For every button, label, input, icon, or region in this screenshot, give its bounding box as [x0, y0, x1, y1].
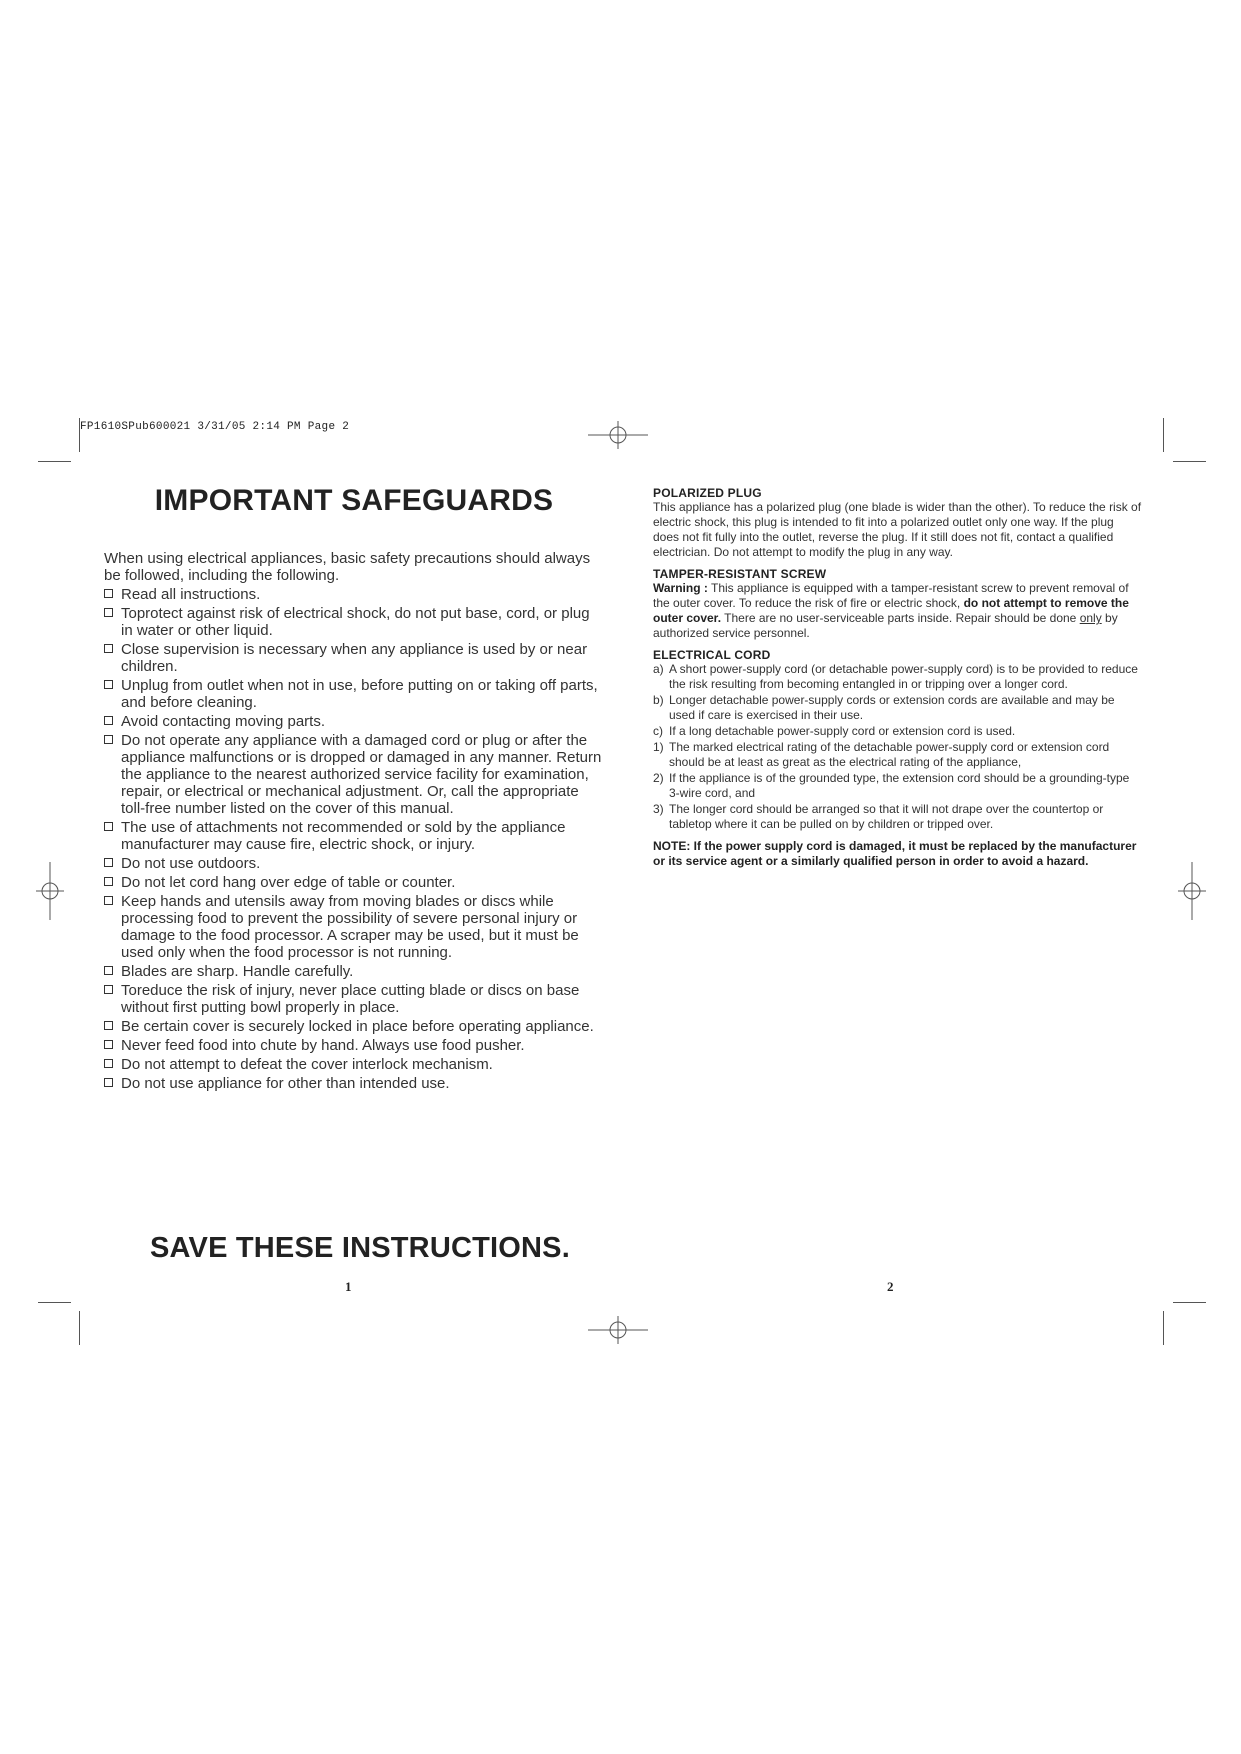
cord-item-label: 2): [653, 771, 664, 785]
cord-item-text: The marked electrical rating of the detachable power-supply cord or extension cord should be at least as great as the electrical rating of the appliance,: [669, 740, 1110, 769]
safeguard-item-text: Do not let cord hang over edge of table or counter.: [121, 874, 456, 891]
safeguard-item: [104, 1037, 604, 1054]
checkbox-square-icon: [104, 822, 113, 831]
cord-item-label: a): [653, 662, 664, 676]
safeguard-item-text: Be certain cover is securely locked in place before operating appliance.: [121, 1018, 594, 1035]
crop-mark-bottom-right-v: [1163, 1311, 1164, 1345]
left-page: [104, 484, 604, 1094]
cord-item-text: Longer detachable power-supply cords or extension cords are available and may be used if care is exercised in their use.: [669, 693, 1115, 722]
checkbox-square-icon: [104, 1078, 113, 1087]
safeguard-item: [104, 732, 604, 817]
safeguard-item: [104, 874, 604, 891]
safeguard-item-text: Keep hands and utensils away from moving blades or discs while processing food to prevent the possibility of severe personal injury or damage to the food processor. A scraper may be used, but it must be used only when the food processor is not running.: [121, 893, 579, 961]
registration-mark-left-icon: [36, 862, 64, 920]
crop-mark-bottom-left-h: [38, 1302, 71, 1303]
electrical-cord-list: [653, 662, 1143, 832]
registration-mark-right-icon: [1178, 862, 1206, 920]
safeguard-item: [104, 855, 604, 872]
safeguard-item-text: Never feed food into chute by hand. Always use food pusher.: [121, 1037, 525, 1054]
page-number-right: 2: [887, 1279, 894, 1294]
tamper-text-3: by authorized service personnel.: [653, 611, 1118, 640]
safeguard-item-text: Toprotect against risk of electrical shock, do not put base, cord, or plug in water or other liquid.: [121, 605, 590, 639]
registration-mark-bottom-icon: [588, 1316, 648, 1344]
checkbox-square-icon: [104, 716, 113, 725]
slug-line: FP1610SPub600021 3/31/05 2:14 PM Page 2: [80, 421, 350, 433]
cord-item-text: A short power-supply cord (or detachable power-supply cord) is to be provided to reduce the risk resulting from becoming entangled in or tripping over a longer cord.: [669, 662, 1138, 691]
checkbox-square-icon: [104, 589, 113, 598]
tamper-screw-heading: TAMPER-RESISTANT SCREW: [653, 567, 827, 581]
safeguard-item: [104, 713, 604, 730]
checkbox-square-icon: [104, 1040, 113, 1049]
safeguard-item: [104, 586, 604, 603]
safeguard-item-text: Toreduce the risk of injury, never place cutting blade or discs on base without first putting bowl properly in place.: [121, 982, 580, 1016]
right-page: [653, 486, 1143, 869]
tamper-bold-text: do not attempt to remove the outer cover.: [653, 596, 1129, 625]
crop-mark-top-left-v: [79, 418, 80, 452]
checkbox-square-icon: [104, 644, 113, 653]
checkbox-square-icon: [104, 1021, 113, 1030]
safeguard-item-text: Blades are sharp. Handle carefully.: [121, 963, 354, 980]
safeguard-item: [104, 819, 604, 853]
cord-item: [653, 662, 1143, 692]
safeguard-item: [104, 641, 604, 675]
safeguard-item: [104, 1056, 604, 1073]
checkbox-square-icon: [104, 877, 113, 886]
page-number-left: 1: [345, 1279, 352, 1294]
warning-label: Warning :: [653, 581, 708, 595]
tamper-text-2: There are no user-serviceable parts inside. Repair should be done: [721, 611, 1080, 625]
safeguards-list: [104, 586, 604, 1092]
crop-mark-bottom-right-h: [1173, 1302, 1206, 1303]
tamper-underline-text: only: [1079, 611, 1102, 625]
checkbox-square-icon: [104, 966, 113, 975]
safeguard-item: [104, 605, 604, 639]
cord-item-text: The longer cord should be arranged so that it will not drape over the countertop or tabletop where it can be pulled on by children or tripped over.: [669, 802, 1104, 831]
cord-item: [653, 693, 1143, 723]
safeguards-intro: When using electrical appliances, basic safety precautions should always be followed, including the following.: [104, 550, 591, 584]
crop-mark-top-right-v: [1163, 418, 1164, 452]
safeguard-item-text: Close supervision is necessary when any appliance is used by or near children.: [121, 641, 588, 675]
checkbox-square-icon: [104, 896, 113, 905]
safeguard-item: [104, 963, 604, 980]
crop-mark-top-right-h: [1173, 461, 1206, 462]
safeguard-item-text: Unplug from outlet when not in use, before putting on or taking off parts, and before cleaning.: [121, 677, 598, 711]
safeguard-item-text: Do not use outdoors.: [121, 855, 261, 872]
checkbox-square-icon: [104, 1059, 113, 1068]
safeguard-item-text: Do not operate any appliance with a damaged cord or plug or after the appliance malfunctions or is dropped or damaged in any manner. Return the appliance to the nearest authorized service facility for examination, repair, or electrical or mechanical adjustment. Or, call the appropriate toll-free number listed on the cover of this manual.: [121, 732, 602, 817]
safeguards-title: IMPORTANT SAFEGUARDS: [154, 484, 554, 517]
cord-item: [653, 802, 1143, 832]
safeguard-item: [104, 893, 604, 961]
cord-item: [653, 724, 1143, 739]
electrical-cord-heading: ELECTRICAL CORD: [653, 648, 771, 662]
registration-mark-top-icon: [588, 421, 648, 449]
cord-item: [653, 740, 1143, 770]
cord-item-label: 3): [653, 802, 664, 816]
safeguard-item-text: Read all instructions.: [121, 586, 261, 603]
cord-item-text: If the appliance is of the grounded type, the extension cord should be a grounding-type 3-wire cord, and: [669, 771, 1130, 800]
safeguard-item-text: Do not use appliance for other than intended use.: [121, 1075, 450, 1092]
safeguard-item-text: Do not attempt to defeat the cover interlock mechanism.: [121, 1056, 493, 1073]
safeguard-item-text: The use of attachments not recommended or sold by the appliance manufacturer may cause fire, electric shock, or injury.: [121, 819, 566, 853]
polarized-plug-text: This appliance has a polarized plug (one blade is wider than the other). To reduce the risk of electric shock, this plug is intended to fit into a polarized outlet only one way. If the plug does not fit fully into the outlet, reverse the plug. If it still does not fit, contact a qualified electrician. Do not attempt to modify the plug in any way.: [653, 500, 1142, 559]
polarized-plug-heading: POLARIZED PLUG: [653, 486, 762, 500]
cord-item: [653, 771, 1143, 801]
safeguard-item: [104, 1075, 604, 1092]
cord-item-label: c): [653, 724, 663, 738]
checkbox-square-icon: [104, 985, 113, 994]
cord-note: NOTE: If the power supply cord is damaged, it must be replaced by the manufacturer or its service agent or a similarly qualified person in order to avoid a hazard.: [653, 839, 1137, 868]
cord-item-label: b): [653, 693, 664, 707]
save-instructions-heading: SAVE THESE INSTRUCTIONS.: [150, 1232, 570, 1264]
checkbox-square-icon: [104, 735, 113, 744]
safeguard-item: [104, 677, 604, 711]
safeguard-item-text: Avoid contacting moving parts.: [121, 713, 326, 730]
checkbox-square-icon: [104, 858, 113, 867]
checkbox-square-icon: [104, 608, 113, 617]
tamper-text-1: This appliance is equipped with a tamper-resistant screw to prevent removal of the outer cover. To reduce the risk of fire or electric shock,: [653, 581, 1129, 610]
cord-item-text: If a long detachable power-supply cord or extension cord is used.: [669, 724, 1016, 738]
checkbox-square-icon: [104, 680, 113, 689]
cord-item-label: 1): [653, 740, 664, 754]
tamper-screw-text: [653, 581, 1143, 641]
safeguard-item: [104, 1018, 604, 1035]
safeguard-item: [104, 982, 604, 1016]
crop-mark-top-left-h: [38, 461, 71, 462]
crop-mark-bottom-left-v: [79, 1311, 80, 1345]
